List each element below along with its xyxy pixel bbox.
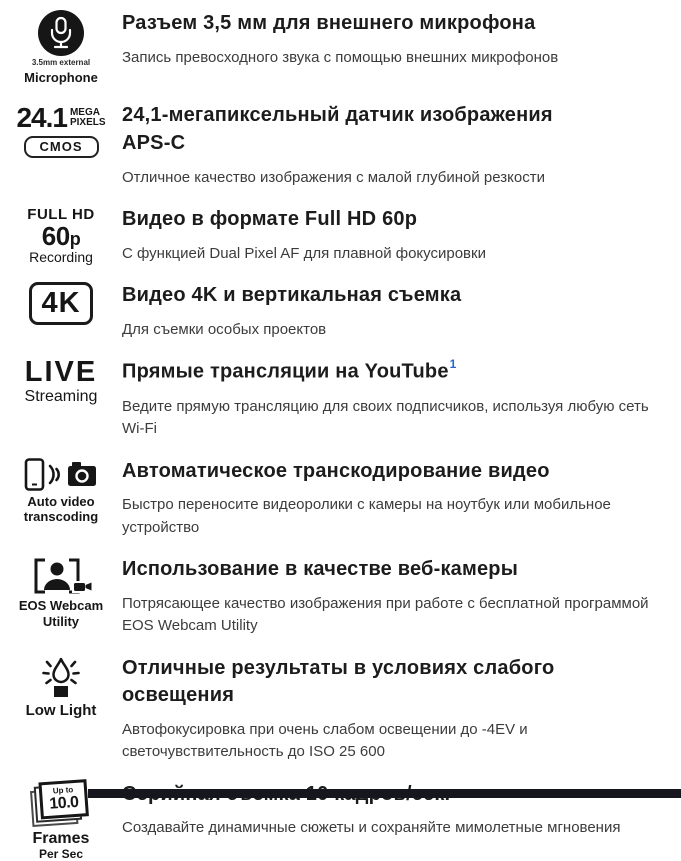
feature-description: Отличное качество изображения с малой глубиной резкости	[122, 168, 545, 186]
feature-row-low-light	[8, 653, 669, 764]
megapixels-icon	[16, 102, 105, 134]
feature-title: Прямые трансляции на YouTube$^1$	[122, 357, 457, 383]
feature-description: Для съемки особых проектов	[122, 320, 327, 338]
live-streaming-icon-block: LIVE Streaming	[24, 356, 98, 406]
live-streaming-icon: LIVE	[24, 356, 98, 389]
feature-row-transcoding	[8, 456, 669, 540]
phone-to-camera-icon	[24, 458, 98, 492]
feature-description: Потрясающее качество изображения при работе с бесплатной программой EOS Webcam Utility	[122, 594, 649, 635]
feature-row-microphone	[8, 8, 669, 85]
feature-title: Видео 4K и вертикальная съемка	[122, 284, 462, 307]
microphone-icon-block	[8, 8, 114, 85]
full-hd-60p: 60p	[41, 221, 81, 252]
feature-description: Создавайте динамичные сюжеты и сохраняйте мимолетные мгновения	[122, 819, 621, 837]
feature-title: Автоматическое транскодирование видео	[122, 459, 550, 482]
transcoding-icon-block	[8, 456, 114, 525]
feature-title: Видео в формате Full HD 60p	[122, 208, 418, 231]
icon-caption: Frames	[32, 829, 90, 847]
icon-caption: Auto video transcoding	[23, 493, 99, 525]
feature-row-full-hd	[8, 204, 669, 265]
feature-row-megapixels	[8, 100, 669, 189]
cmos-badge: CMOS	[24, 136, 99, 158]
low-light-icon-block	[8, 653, 114, 720]
feature-description: Ведите прямую трансляцию для своих подписчиков, используя любую сеть Wi-Fi	[122, 397, 649, 438]
feature-row-live-streaming	[8, 356, 669, 440]
feature-row-4k	[8, 280, 669, 341]
icon-caption-sub: Per Sec	[38, 847, 84, 861]
4k-icon-block	[8, 280, 114, 325]
megapixels-icon-block	[8, 100, 114, 158]
microphone-icon	[38, 10, 84, 56]
webcam-person-icon	[30, 556, 92, 596]
footnote-marker[interactable]: 1	[449, 357, 457, 372]
next-section-edge	[88, 789, 681, 798]
stacked-frames-icon: Up to 10.0	[29, 779, 92, 829]
feature-title: Использование в качестве веб-камеры	[122, 558, 519, 581]
megapixels-units: MEGA PIXELS	[69, 106, 106, 129]
feature-description: Быстро переносите видеоролики с камеры на ноутбук или мобильное устройство	[122, 496, 611, 536]
icon-caption-small: 3.5mm external	[31, 58, 91, 67]
icon-caption: EOS Webcam Utility	[18, 598, 104, 629]
recording-label: Recording	[29, 249, 93, 266]
feature-description: Запись превосходного звука с помощью внешних микрофонов	[122, 48, 559, 66]
candle-flame-icon	[38, 655, 84, 700]
icon-caption: Microphone	[24, 69, 98, 85]
webcam-icon-block	[8, 554, 114, 629]
megapixels-number: 24.1	[16, 102, 67, 134]
full-hd-icon-block	[8, 204, 114, 265]
feature-title: Разъем 3,5 мм для внешнего микрофона	[122, 12, 536, 34]
full-hd-icon: FULL HD	[27, 206, 95, 224]
4k-badge-icon: 4K	[29, 282, 92, 325]
feature-description: С функцией Dual Pixel AF для плавной фокусировки	[122, 244, 486, 262]
feature-description: Автофокусировка при очень слабом освещении до -4EV и светочувствительность до ISO 25 600	[122, 720, 528, 761]
feature-title: 24,1-мегапиксельный датчик изображения APS-C	[122, 104, 553, 154]
feature-row-webcam	[8, 554, 669, 638]
feature-title: Отличные результаты в условиях слабого освещения	[122, 656, 555, 707]
icon-caption: Low Light	[25, 701, 97, 719]
